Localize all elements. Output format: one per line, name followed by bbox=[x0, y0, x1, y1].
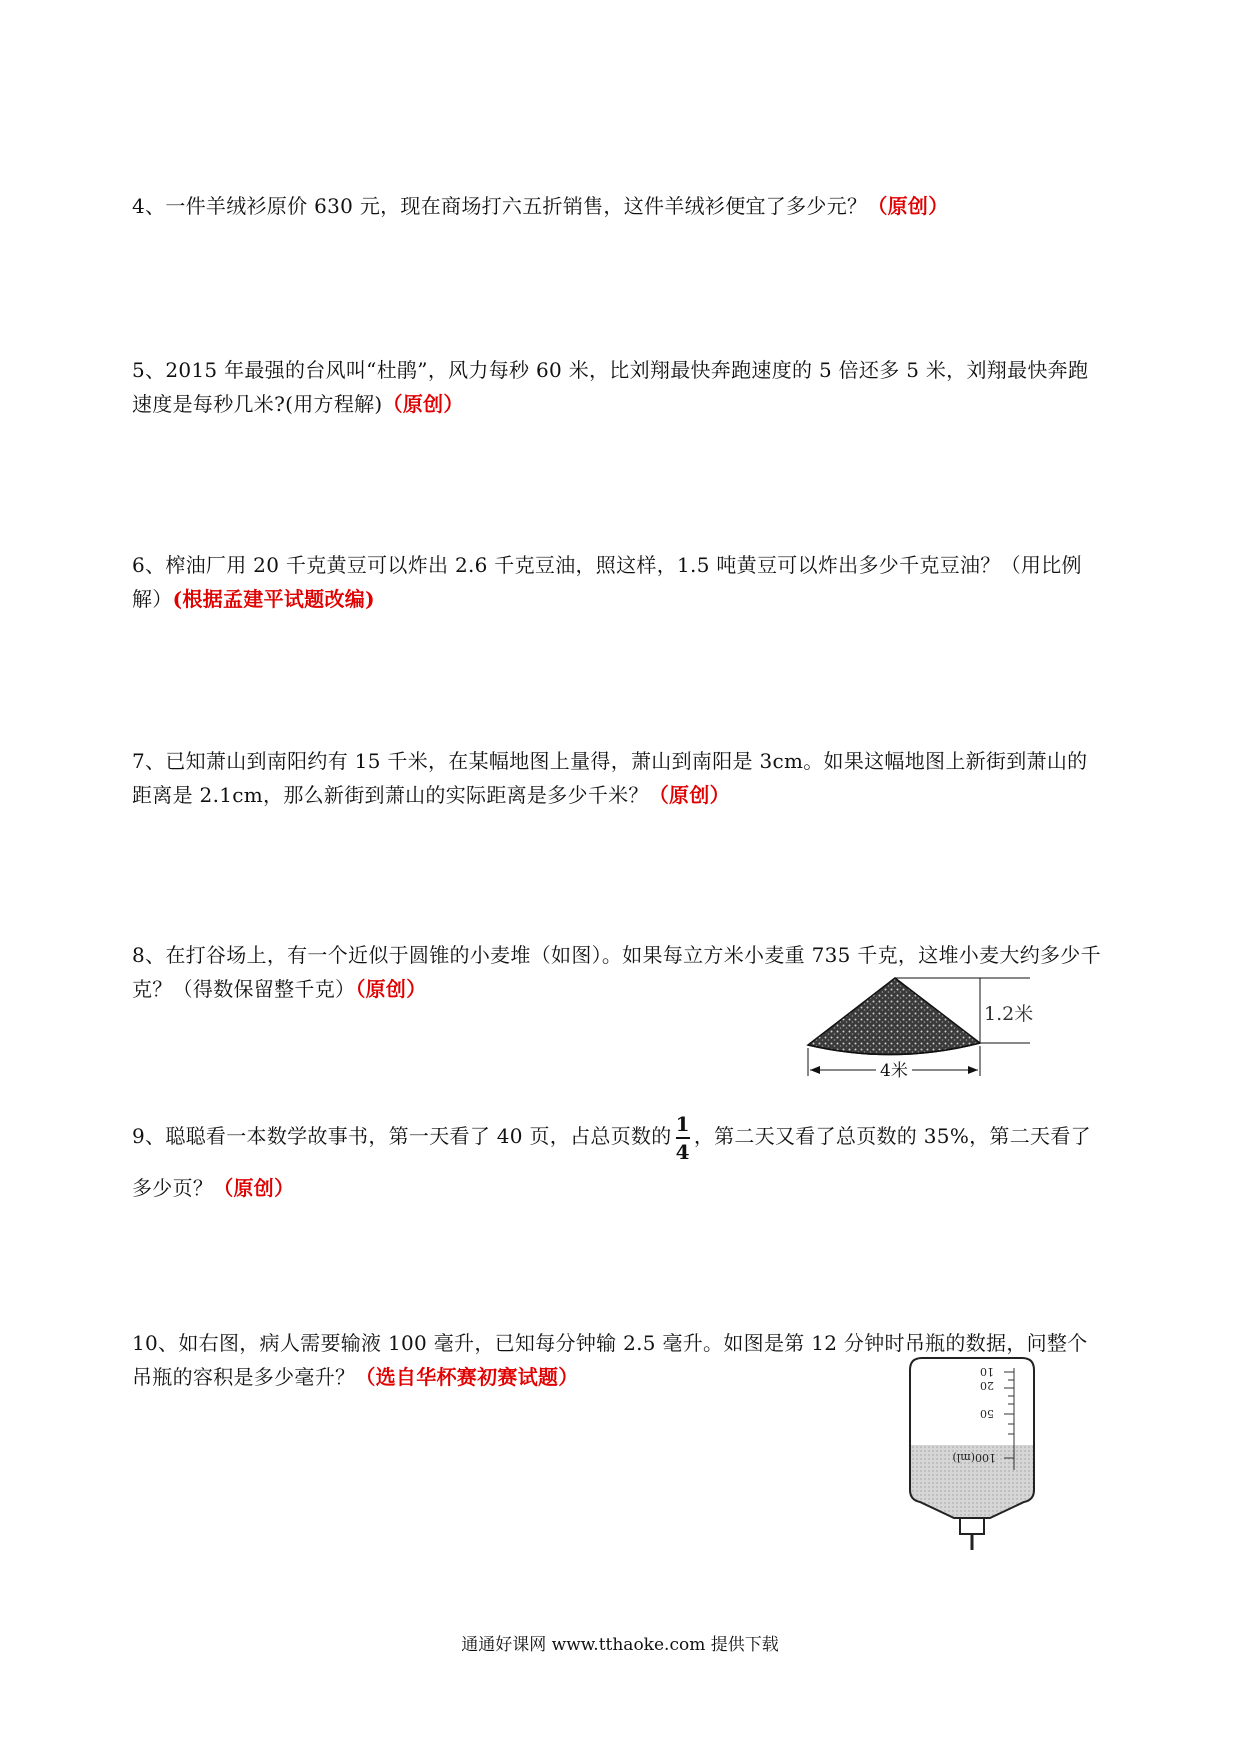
cone-height-label: 1.2米 bbox=[984, 1003, 1034, 1025]
fraction-numerator: 1 bbox=[675, 1111, 690, 1136]
base-arrow-right bbox=[968, 1066, 978, 1074]
question-9-source: （原创） bbox=[213, 1176, 295, 1200]
scale-label-50: 50 bbox=[980, 1407, 994, 1420]
fraction-one-quarter bbox=[675, 1111, 690, 1164]
wheat-cone-figure bbox=[800, 970, 1060, 1090]
cone-base-label: 4米 bbox=[880, 1061, 908, 1081]
cone-shape bbox=[808, 978, 980, 1055]
question-9-text-after: ，第二天又看了总页数的 35%，第二天看了多少页？ bbox=[132, 1124, 1091, 1200]
scale-label-100ml: 100(ml) bbox=[952, 1451, 996, 1464]
question-4-source: （原创） bbox=[867, 194, 949, 218]
question-5-source: （原创） bbox=[382, 392, 464, 416]
scale-label-20: 20 bbox=[980, 1379, 994, 1392]
question-7-source: （原创） bbox=[648, 783, 730, 807]
question-6 bbox=[132, 548, 1102, 616]
base-arrow-left bbox=[810, 1066, 820, 1074]
page-footer: 通通好课网 www.tthaoke.com 提供下载 bbox=[461, 1635, 779, 1655]
question-4 bbox=[132, 189, 1102, 223]
question-10-text: 10、如右图，病人需要输液 100 毫升，已知每分钟输 2.5 毫升。如图是第 12 分钟时吊瓶的数据，问整个吊瓶的容积是多少毫升？ bbox=[132, 1331, 1088, 1389]
scale-label-10: 10 bbox=[980, 1365, 994, 1378]
question-8-text: 8、在打谷场上，有一个近似于圆锥的小麦堆（如图）。如果每立方米小麦重 735 千克，这堆小麦大约多少千克？（得数保留整千克） bbox=[132, 943, 1101, 1001]
question-9 bbox=[132, 1110, 1102, 1214]
question-5 bbox=[132, 353, 1102, 421]
question-7 bbox=[132, 744, 1102, 812]
question-7-text: 7、已知萧山到南阳约有 15 千米，在某幅地图上量得，萧山到南阳是 3cm。如果这幅地图上新街到萧山的距离是 2.1cm，那么新街到萧山的实际距离是多少千米？ bbox=[132, 749, 1088, 807]
question-6-source: (根据孟建平试题改编) bbox=[172, 587, 375, 611]
question-5-text: 5、2015 年最强的台风叫“杜鹃”，风力每秒 60 米，比刘翔最快奔跑速度的 5 倍还多 5 米，刘翔最快奔跑速度是每秒几米?(用方程解) bbox=[132, 358, 1089, 416]
bottle-neck bbox=[960, 1518, 984, 1534]
question-9-text-before: 9、聪聪看一本数学故事书，第一天看了 40 页，占总页数的 bbox=[132, 1124, 672, 1148]
question-4-text: 4、一件羊绒衫原价 630 元，现在商场打六五折销售，这件羊绒衫便宜了多少元？ bbox=[132, 194, 868, 218]
question-6-text: 6、榨油厂用 20 千克黄豆可以炸出 2.6 千克豆油，照这样，1.5 吨黄豆可以炸出多少千克豆油？（用比例解） bbox=[132, 553, 1082, 611]
fraction-denominator: 4 bbox=[675, 1139, 690, 1164]
question-10-source: （选自华杯赛初赛试题） bbox=[355, 1365, 579, 1389]
question-8-source: （原创） bbox=[355, 977, 427, 1001]
iv-bottle-figure bbox=[900, 1350, 1050, 1560]
